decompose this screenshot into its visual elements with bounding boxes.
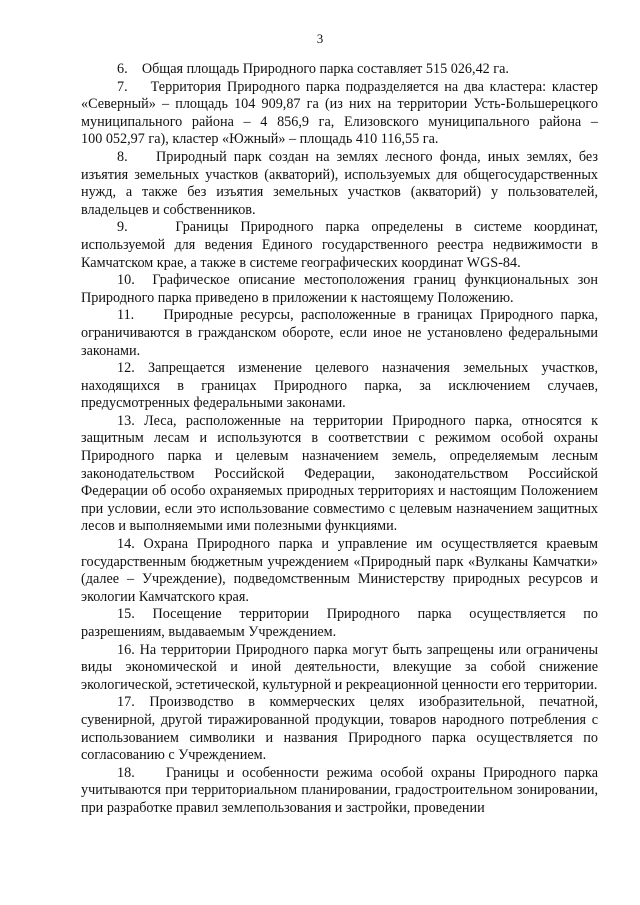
paragraph-15: 15. Посещение территории Природного парка осуществляется по разрешениям, выдаваемым Учреждением. (81, 606, 598, 640)
paragraph-18: 18. Границы и особенности режима особой охраны Природного парка учитываются при территориальном планировании, градостроительном зонировании, при разработке правил землепользования и застройки, проведении (81, 764, 598, 816)
page-number: 3 (316, 31, 324, 46)
document-body (81, 61, 598, 818)
paragraph-7: 7. Территория Природного парка подразделяется на два кластера: кластер «Северный» – площадь 104 909,87 га (из них на территории Усть-Большерецкого муниципального района – 4 856,9 га, Елизовского муниципального района – 100 052,97 га), кластер «Южный» – площадь 410 116,55 га. (81, 78, 598, 148)
paragraph-12: 12. Запрещается изменение целевого назначения земельных участков, находящихся в границах Природного парка, за исключением случаев, предусмотренных федеральными законами. (81, 360, 598, 412)
paragraph-11: 11. Природные ресурсы, расположенные в границах Природного парка, ограничиваются в гражданском обороте, если иное не установлено федеральными законами. (81, 307, 598, 359)
paragraph-13: 13. Леса, расположенные на территории Природного парка, относятся к защитным лесам и используются в соответствии с режимом особой охраны Природного парка и целевым назначением земель, определяемым лесным законодательством Российской Федерации, законодательством Российской Федерации об особо охраняемых природных территориях и настоящим Положением при условии, если это использование совместимо с целевым назначением защитных лесов и выполняемыми ими полезными функциями. (81, 412, 598, 535)
paragraph-16: 16. На территории Природного парка могут быть запрещены или ограничены виды экономической и иной деятельности, влекущие за собой снижение экологической, эстетической, культурной и рекреационной ценности его территории. (81, 641, 598, 693)
paragraph-9: 9. Границы Природного парка определены в системе координат, используемой для ведения Единого государственного реестра недвижимости в Камчатском крае, а также в системе географических координат WGS-84. (81, 219, 598, 271)
paragraph-8: 8. Природный парк создан на землях лесного фонда, иных землях, без изъятия земельных участков (акваторий), используемых для общегосударственных нужд, а также без изъятия земельных участков (акваторий) у пользователей, владельцев и собственников. (81, 148, 598, 218)
paragraph-14: 14. Охрана Природного парка и управление им осуществляется краевым государственным бюджетным учреждением «Природный парк «Вулканы Камчатки» (далее – Учреждение), подведомственным Министерству природных ресурсов и экологии Камчатского края. (81, 536, 598, 605)
paragraph-17: 17. Производство в коммерческих целях изобразительной, печатной, сувенирной, другой тиражированной продукции, товаров народного потребления с использованием символики и названия Природного парка осуществляется по согласованию с Учреждением. (81, 694, 598, 764)
paragraph-10: 10. Графическое описание местоположения границ функциональных зон Природного парка приведено в приложении к настоящему Положению. (81, 272, 598, 306)
paragraph-6: 6. Общая площадь Природного парка составляет 515 026,42 га. (117, 61, 509, 77)
